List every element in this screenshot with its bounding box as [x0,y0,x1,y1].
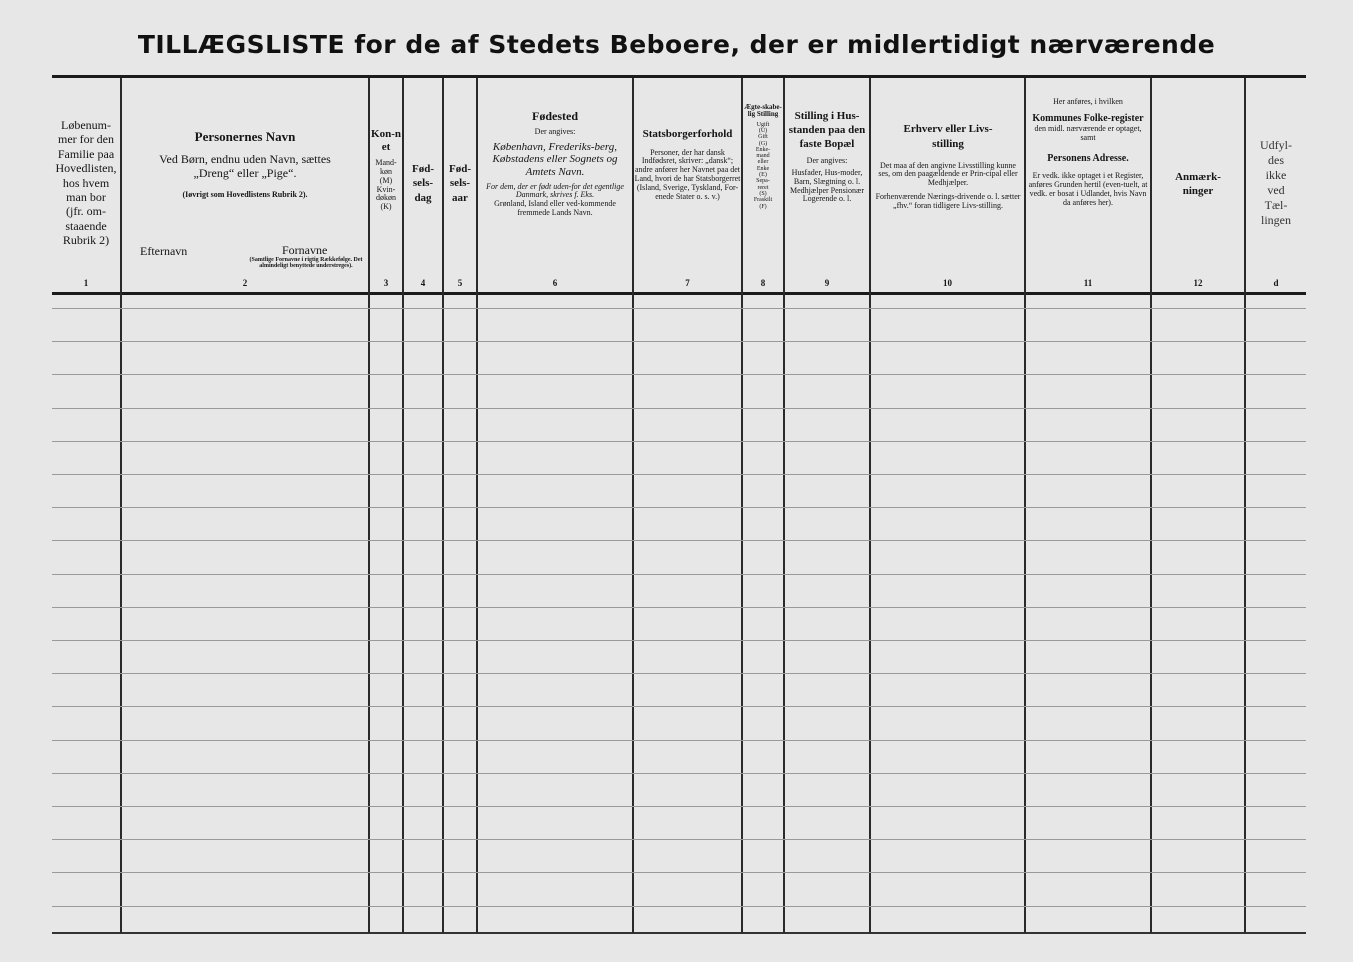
top-rule [52,75,1306,78]
header-text: Enke [756,165,770,172]
column-number: 10 [943,278,952,288]
header-text: eller [757,159,769,166]
given-names-note: (Samtlige Fornavne i rigtig Rækkefølge. Det almindeligt benyttede understreges). [249,257,363,270]
column-divider [476,78,478,933]
header-note: Grønland, Island eller ved-kommende fremmede Lands Navn. [494,199,616,217]
column-divider [442,78,444,933]
column-divider [1244,78,1246,933]
row-rule [52,706,1306,707]
row-rule [52,839,1306,840]
header-text: (F) [759,203,767,210]
column-divider [402,78,404,933]
header-text: Kvin- [376,184,396,194]
header-text: Det maa af den angivne Livsstilling kunne ses, om den paagældende er Prin-cipal eller Medhjælper. [878,160,1018,188]
row-rule [52,574,1306,575]
header-text: reret [757,184,769,191]
row-rule [52,507,1306,508]
column-number: d [1273,278,1279,288]
header-text: Personer, der har dansk Indfødsret, skriver: „dansk“; andre anfører her Navnet paa det Land, hvori de har Statsborgerret (Island, Sverige, Tyskland, For-enede Stater o. s. v.) [634,147,741,201]
header-text: København, Frederiks-berg, Købstadens eller Sognets og Amtets Navn. [492,140,618,178]
row-rule [52,441,1306,442]
column-d-header [1247,138,1305,343]
header-text: (S) [759,190,767,197]
column-number: 7 [685,278,690,288]
column-1-header [52,118,120,323]
column-number: 6 [552,278,558,288]
column-divider [1150,78,1152,933]
column-5-header: Fød-sels-aar [449,163,471,204]
header-text: Ved Børn, endnu uden Navn, sættes [159,151,331,166]
header-text: Sepa- [756,178,770,185]
column-number: 8 [760,278,766,288]
header-text: Løbenum- [61,118,111,132]
header-heading: Personens Adresse. [1047,152,1129,164]
given-names-label: Fornavne [282,243,328,257]
header-heading: Erhverv eller Livs-stilling [903,123,993,150]
row-rule [52,408,1306,409]
column-11-header [1028,98,1148,303]
column-divider [120,78,122,933]
header-text: staaende [65,218,107,233]
column-2-header [124,130,366,335]
header-text: man bor [66,189,106,204]
header-text: Fraskilt [753,197,773,204]
header-text: Tæl- [1264,198,1288,212]
header-text: (G) [758,140,768,147]
header-heading: Personernes Navn [194,130,296,144]
header-text: Enke- [755,146,771,153]
surname-label: Efternavn [140,244,188,258]
header-text: Mand- [375,158,397,168]
header-text: (jfr. om- [66,204,106,219]
column-12-header: Anmærk-ninger [1175,171,1221,198]
header-text: hos hvem [62,175,110,190]
row-rule [52,474,1306,475]
column-7-header [634,128,741,333]
header-text: Forhenværende Nærings-drivende o. l. sætter „fhv.“ foran tidligere Livs-stilling. [875,192,1021,210]
header-text: døkøn [376,193,396,203]
header-note: (Iøvrigt som Hovedlistens Rubrik 2). [182,189,308,199]
header-text: Udfyl- [1260,138,1292,152]
column-number: 1 [83,278,89,288]
header-text: des [1268,153,1284,167]
header-text: den midl. nærværende er optaget, samt [1034,124,1142,143]
header-text: Hovedlisten, [55,161,117,176]
header-heading: Ægte-skabe-lig Stilling [744,104,782,119]
header-text: „Dreng“ eller „Pige“. [193,165,297,180]
header-text: Er vedk. ikke optaget i et Register, anføres Grunden hertil (even-tuelt, at vedk. er bosat i Udlandet, hvis Navn da anføres her). [1028,171,1148,207]
row-rule [52,341,1306,342]
header-text: lingen [1261,213,1291,227]
row-rule [52,374,1306,375]
header-text: Der angives: [806,156,848,166]
header-text: ikke [1265,168,1287,182]
row-rule [52,607,1306,608]
header-text: Her anføres, i hvilken [1053,98,1123,106]
row-rule [52,773,1306,774]
row-rule [52,906,1306,907]
header-text: (M) [379,175,393,185]
header-text: Husfader, Hus-moder, Barn, Slægtning o. l. Medhjælper Pensionær Logerende o. l. [790,168,864,204]
column-divider [869,78,871,933]
header-text: Rubrik 2) [62,233,110,248]
row-rule [52,540,1306,541]
header-text: (U) [758,127,768,134]
header-text: Gift [758,134,768,141]
column-number: 12 [1193,278,1203,288]
header-text: Familie paa [57,146,115,161]
column-10-header [874,122,1022,327]
header-text: (K) [380,202,392,212]
column-divider [783,78,785,933]
header-text: Der angives: [534,126,576,136]
header-heading: Fødested [532,110,578,123]
header-heading: Statsborgerforhold [642,128,733,140]
row-rule [52,872,1306,873]
column-number: 2 [242,278,248,288]
header-note: For dem, der er født uden-for det egentlige Danmark, skrives f. Eks. [486,181,624,200]
page-title: TILLÆGSLISTE for de af Stedets Beboere, der er midlertidigt nærværende [137,30,1216,59]
header-text: ved [1267,183,1285,197]
column-number: 11 [1083,278,1093,288]
header-heading: Stilling i Hus-standen paa den faste Bopæl [788,110,866,150]
row-rule [52,740,1306,741]
row-rule [52,673,1306,674]
row-rule [52,640,1306,641]
header-text: mand [756,153,770,160]
column-number: 5 [457,278,463,288]
header-heading: Kommunes Folke-register [1032,112,1144,124]
column-number: 4 [420,278,426,288]
column-divider [1024,78,1026,933]
header-text: Ugift [756,121,770,128]
bottom-rule [52,932,1306,934]
header-text: (E) [759,172,767,179]
column-3-header [370,128,402,333]
header-text: køn [380,167,392,177]
header-heading: Kon-net [371,128,401,153]
row-rule [52,806,1306,807]
column-number: 9 [824,278,830,288]
column-4-header: Fød-sels-dag [412,163,434,204]
header-text: mer for den [58,132,114,147]
column-number: 3 [383,278,389,288]
